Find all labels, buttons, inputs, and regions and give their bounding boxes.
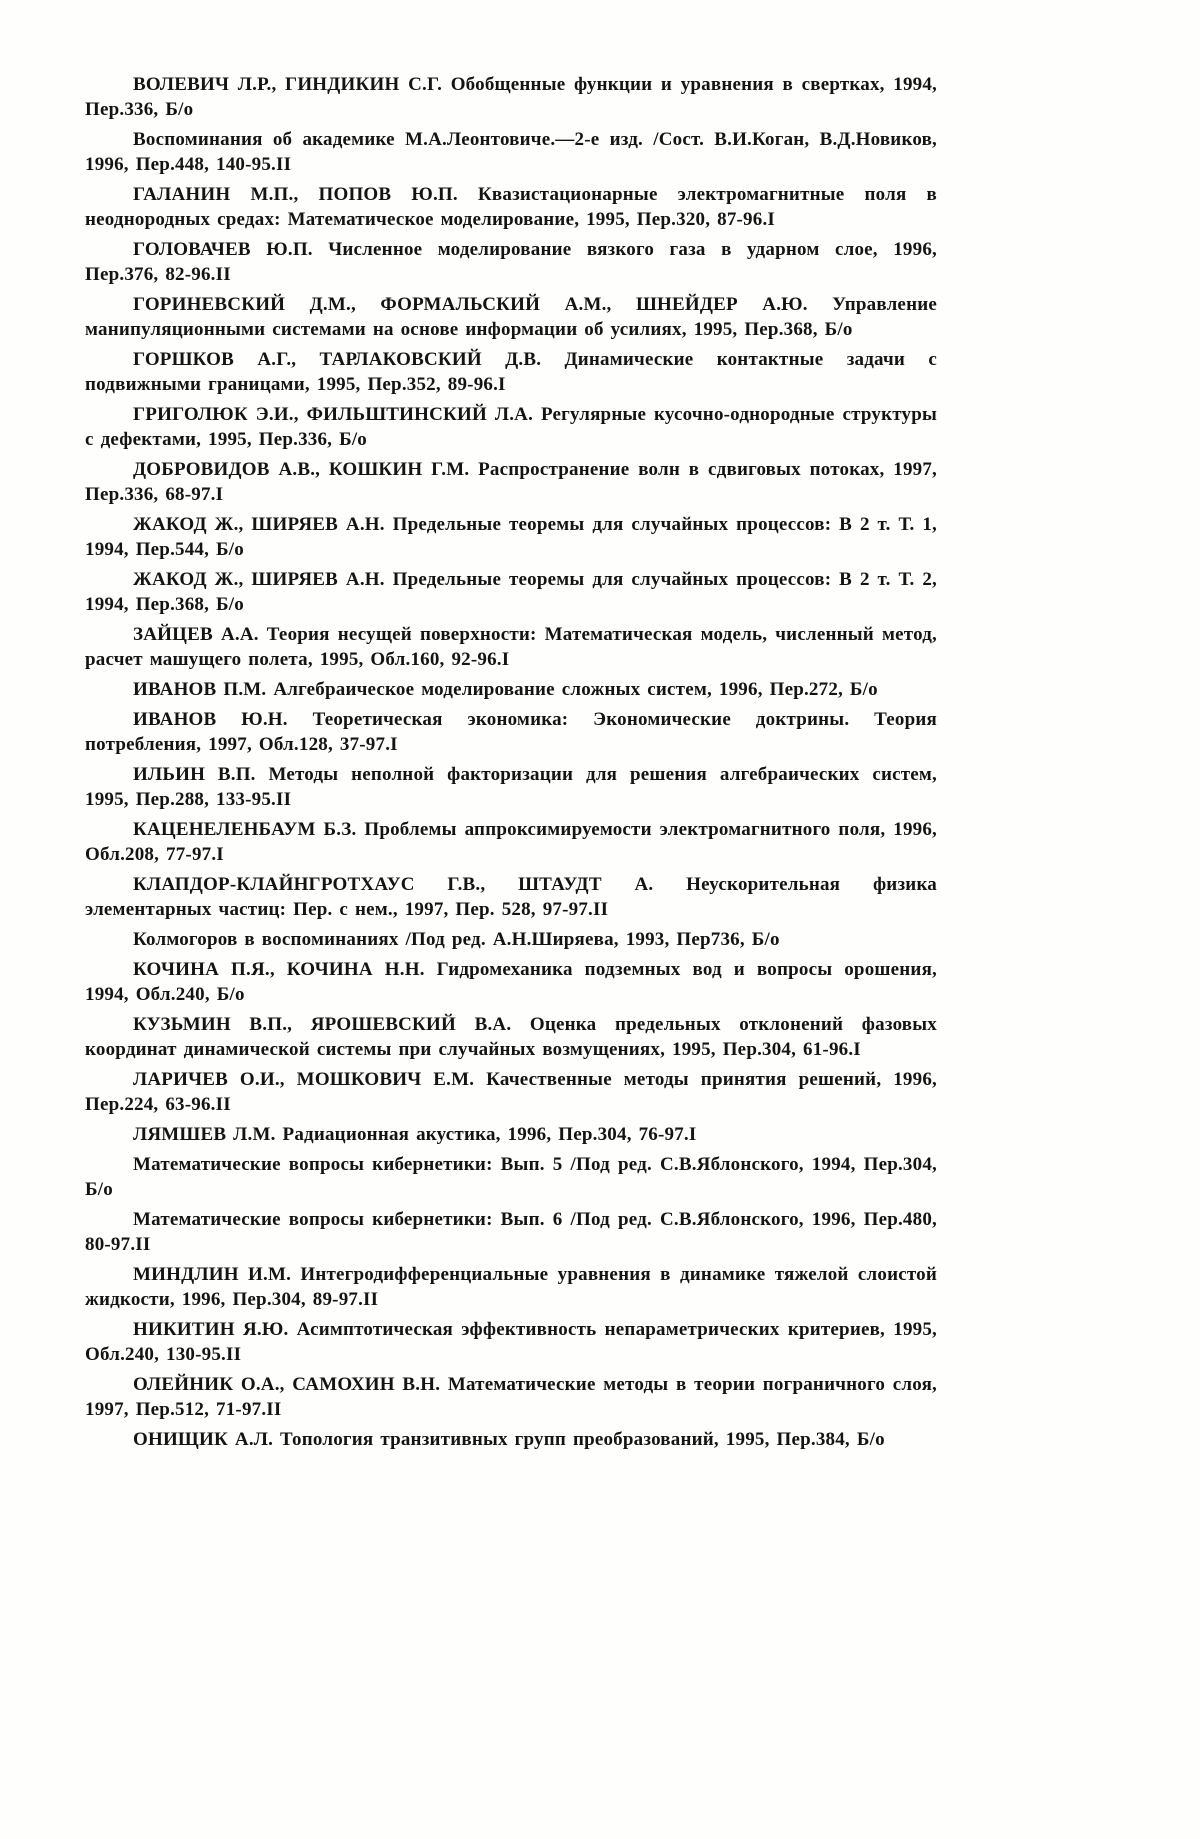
bibliography-entry: ОНИЩИК А.Л. Топология транзитивных групп преобразований, 1995, Пер.384, Б/о — [133, 1429, 885, 1450]
bibliography-entry: КОЧИНА П.Я., КОЧИНА Н.Н. Гидромеханика подземных вод и вопросы орошения, 1994, Обл.240, Б/о — [85, 959, 937, 1005]
bibliography-entry: ГРИГОЛЮК Э.И., ФИЛЬШТИНСКИЙ Л.А. Регулярные кусочно-однородные структуры с дефектами, 1995, Пер.336, Б/о — [85, 404, 937, 450]
bibliography-entry: Математические вопросы кибернетики: Вып. 6 /Под ред. С.В.Яблонского, 1996, Пер.480, 80-97.II — [85, 1209, 937, 1255]
bibliography-entry: КАЦЕНЕЛЕНБАУМ Б.З. Проблемы аппроксимируемости электромагнитного поля, 1996, Обл.208, 77-97.I — [85, 819, 937, 865]
bibliography-text-block — [85, 72, 937, 1457]
bibliography-entry: ОЛЕЙНИК О.А., САМОХИН В.Н. Математические методы в теории пограничного слоя, 1997, Пер.512, 71-97.II — [85, 1374, 937, 1420]
bibliography-entry: Математические вопросы кибернетики: Вып. 5 /Под ред. С.В.Яблонского, 1994, Пер.304, Б/о — [85, 1154, 937, 1200]
bibliography-entry: ГОРИНЕВСКИЙ Д.М., ФОРМАЛЬСКИЙ А.М., ШНЕЙДЕР А.Ю. Управление манипуляционными системами на основе информации об усилиях, 1995, Пер.368, Б/о — [85, 294, 937, 340]
bibliography-entry: ЛАРИЧЕВ О.И., МОШКОВИЧ Е.М. Качественные методы принятия решений, 1996, Пер.224, 63-96.II — [85, 1069, 937, 1115]
bibliography-entry: Воспоминания об академике М.А.Леонтовиче.—2-е изд. /Сост. В.И.Коган, В.Д.Новиков, 1996, Пер.448, 140-95.II — [85, 129, 937, 175]
bibliography-entry: ГАЛАНИН М.П., ПОПОВ Ю.П. Квазистационарные электромагнитные поля в неоднородных средах: Математическое моделирование, 1995, Пер.320, 87-96.I — [85, 184, 937, 230]
bibliography-entry: ИВАНОВ Ю.Н. Теоретическая экономика: Экономические доктрины. Теория потребления, 1997, Обл.128, 37-97.I — [85, 709, 937, 755]
bibliography-entry: ИЛЬИН В.П. Методы неполной факторизации для решения алгебраических систем, 1995, Пер.288, 133-95.II — [85, 764, 937, 810]
bibliography-entry: НИКИТИН Я.Ю. Асимптотическая эффективность непараметрических критериев, 1995, Обл.240, 130-95.II — [85, 1319, 937, 1365]
bibliography-entry: ДОБРОВИДОВ А.В., КОШКИН Г.М. Распространение волн в сдвиговых потоках, 1997, Пер.336, 68-97.I — [85, 459, 937, 505]
bibliography-entry: ЖАКОД Ж., ШИРЯЕВ А.Н. Предельные теоремы для случайных процессов: В 2 т. Т. 1, 1994, Пер.544, Б/о — [85, 514, 937, 560]
bibliography-entry: КУЗЬМИН В.П., ЯРОШЕВСКИЙ В.А. Оценка предельных отклонений фазовых координат динамической системы при случайных возмущениях, 1995, Пер.304, 61-96.I — [85, 1014, 937, 1060]
bibliography-entry: МИНДЛИН И.М. Интегродифференциальные уравнения в динамике тяжелой слоистой жидкости, 1996, Пер.304, 89-97.II — [85, 1264, 937, 1310]
bibliography-entry: ЗАЙЦЕВ А.А. Теория несущей поверхности: Математическая модель, численный метод, расчет машущего полета, 1995, Обл.160, 92-96.I — [85, 624, 937, 670]
bibliography-entry: ВОЛЕВИЧ Л.Р., ГИНДИКИН С.Г. Обобщенные функции и уравнения в свертках, 1994, Пер.336, Б/о — [85, 74, 937, 120]
bibliography-entry: ИВАНОВ П.М. Алгебраическое моделирование сложных систем, 1996, Пер.272, Б/о — [133, 679, 878, 700]
bibliography-entry: КЛАПДОР-КЛАЙНГРОТХАУС Г.В., ШТАУДТ А. Неускорительная физика элементарных частиц: Пер. с нем., 1997, Пер. 528, 97-97.II — [85, 874, 937, 920]
bibliography-entry: ГОЛОВАЧЕВ Ю.П. Численное моделирование вязкого газа в ударном слое, 1996, Пер.376, 82-96.II — [85, 239, 937, 285]
bibliography-entry: ЖАКОД Ж., ШИРЯЕВ А.Н. Предельные теоремы для случайных процессов: В 2 т. Т. 2, 1994, Пер.368, Б/о — [85, 569, 937, 615]
bibliography-entry: Колмогоров в воспоминаниях /Под ред. А.Н.Ширяева, 1993, Пер736, Б/о — [133, 929, 780, 950]
bibliography-entry: ГОРШКОВ А.Г., ТАРЛАКОВСКИЙ Д.В. Динамические контактные задачи с подвижными границами, 1995, Пер.352, 89-96.I — [85, 349, 937, 395]
bibliography-entry: ЛЯМШЕВ Л.М. Радиационная акустика, 1996, Пер.304, 76-97.I — [133, 1124, 697, 1145]
